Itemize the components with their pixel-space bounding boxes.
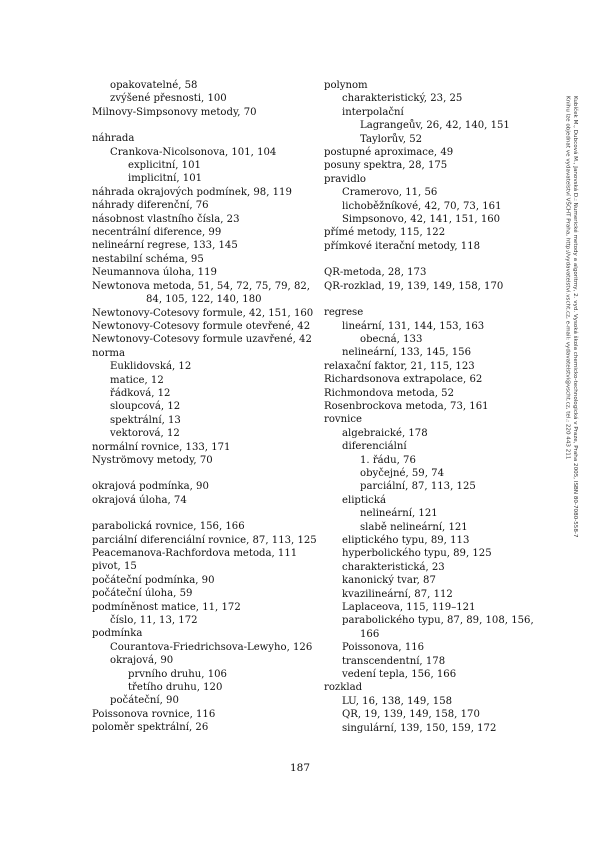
index-entry: polynom xyxy=(324,80,368,91)
index-subentry: Lagrangeův, 26, 42, 140, 151 xyxy=(360,120,510,132)
index-subentry: Courantova-Friedrichsova-Lewyho, 126 xyxy=(110,641,313,653)
side-note-ordering-info: Knihu lze objednat ve vydavatelství VŠCHT Praha, http://vydavatelstvi.vscht.cz, e-mail: vydavatelstvi@vscht.cz, tel.: 220 443 211 xyxy=(564,96,571,460)
index-subentry: parabolického typu, 87, 89, 108, 156, xyxy=(342,615,534,627)
index-subentry: transcendentní, 178 xyxy=(342,655,446,667)
index-subentry: Crankova-Nicolsonova, 101, 104 xyxy=(110,146,277,158)
index-subentry: 166 xyxy=(360,628,380,640)
index-subentry: nelineární, 121 xyxy=(360,508,438,520)
index-entry: posuny spektra, 28, 175 xyxy=(324,160,448,172)
index-subentry: sloupcová, 12 xyxy=(110,401,181,413)
index-subentry: eliptického typu, 89, 113 xyxy=(342,535,470,546)
index-subentry: Simpsonovo, 42, 141, 151, 160 xyxy=(342,214,501,226)
index-entry: násobnost vlastního čísla, 23 xyxy=(92,213,240,225)
index-entry: Newtonovy-Cotesovy formule uzavřené, 42 xyxy=(92,334,312,346)
letter-group-gap xyxy=(324,293,524,306)
index-subentry: okrajová, 90 xyxy=(110,655,174,667)
index-entry: náhrada okrajových podmínek, 98, 119 xyxy=(92,186,292,198)
index-subentry: Cramerovo, 11, 56 xyxy=(342,187,438,199)
index-column-right xyxy=(324,79,534,735)
index-entry: Richardsonova extrapolace, 62 xyxy=(324,374,483,386)
index-subentry: číslo, 11, 13, 172 xyxy=(110,615,198,627)
index-entry: Newtonovy-Cotesovy formule otevřené, 42 xyxy=(92,320,311,332)
index-entry: okrajová podmínka, 90 xyxy=(92,481,209,493)
index-entry: Nyströmovy metody, 70 xyxy=(92,454,213,466)
index-subentry: parciální, 87, 113, 125 xyxy=(360,481,476,493)
index-subentry: LU, 16, 138, 149, 158 xyxy=(342,695,453,707)
index-entry: podmínka xyxy=(92,628,143,640)
index-subentry: eliptická xyxy=(342,494,386,506)
index-subentry: prvního druhu, 106 xyxy=(128,668,227,680)
index-entry: Neumannova úloha, 119 xyxy=(92,267,217,279)
index-subentry: obecná, 133 xyxy=(360,333,423,345)
index-entry: Newtonova metoda, 51, 54, 72, 75, 79, 82, xyxy=(92,280,311,292)
index-subentry: obyčejné, 59, 74 xyxy=(360,467,444,479)
index-subentry: lichoběžníkové, 42, 70, 73, 161 xyxy=(342,200,502,212)
index-subentry: počáteční, 90 xyxy=(110,695,179,707)
index-entry: rovnice xyxy=(324,414,362,426)
index-entry: Richmondova metoda, 52 xyxy=(324,387,455,399)
index-entry: normální rovnice, 133, 171 xyxy=(92,441,231,453)
index-entry: náhrada xyxy=(92,133,135,145)
index-entry: přímkové iterační metody, 118 xyxy=(324,240,481,252)
index-subentry: Laplaceova, 115, 119–121 xyxy=(342,602,476,614)
letter-group-gap xyxy=(92,507,302,520)
index-subentry: QR, 19, 139, 149, 158, 170 xyxy=(342,709,480,721)
index-entry: Peacemanova-Rachfordova metoda, 111 xyxy=(92,548,298,559)
index-entry: Milnovy-Simpsonovy metody, 70 xyxy=(92,106,257,118)
index-entry: regrese xyxy=(324,307,364,319)
index-entry: okrajová úloha, 74 xyxy=(92,494,187,506)
index-subentry: spektrální, 13 xyxy=(110,414,181,426)
index-entry: parciální diferenciální rovnice, 87, 113, 125 xyxy=(92,534,317,546)
index-subentry: charakteristický, 23, 25 xyxy=(342,93,463,105)
index-subentry: explicitní, 101 xyxy=(128,160,201,172)
index-entry: Poissonova rovnice, 116 xyxy=(92,708,216,720)
index-entry: počáteční podmínka, 90 xyxy=(92,574,215,586)
letter-group-gap xyxy=(92,119,302,132)
index-entry: přímé metody, 115, 122 xyxy=(324,227,446,239)
index-subentry: algebraické, 178 xyxy=(342,427,428,439)
index-entry: postupné aproximace, 49 xyxy=(324,147,454,159)
index-subentry: matice, 12 xyxy=(110,374,164,386)
index-subentry: slabě nelineární, 121 xyxy=(360,521,468,533)
index-entry: Rosenbrockova metoda, 73, 161 xyxy=(324,400,489,412)
index-entry: podmíněnost matice, 11, 172 xyxy=(92,601,241,613)
index-entry: poloměr spektrální, 26 xyxy=(92,722,209,734)
index-subentry: třetího druhu, 120 xyxy=(128,682,223,694)
index-subentry: interpolační xyxy=(342,106,404,118)
index-subentry: Euklidovská, 12 xyxy=(110,361,192,373)
index-entry: počáteční úloha, 59 xyxy=(92,588,193,600)
index-subentry: diferenciální xyxy=(342,441,407,453)
index-subentry: řádková, 12 xyxy=(110,387,171,399)
index-entry: nestabilní schéma, 95 xyxy=(92,253,204,265)
index-subentry: singulární, 139, 150, 159, 172 xyxy=(342,722,497,734)
index-entry: QR-rozklad, 19, 139, 149, 158, 170 xyxy=(324,280,504,292)
index-entry: nelineární regrese, 133, 145 xyxy=(92,240,238,252)
index-subentry: hyperbolického typu, 89, 125 xyxy=(342,548,492,560)
index-subentry: lineární, 131, 144, 153, 163 xyxy=(342,320,485,332)
index-subentry: kanonický tvar, 87 xyxy=(342,575,436,587)
side-note-citation: Kubíček M., Dubcová M., Janovská D.: Numerické metody a algoritmy, 2. vyd. Vysoká škola chemicko-technologická v Praze, Praha 2005, ISBN 80-7080-558-7 xyxy=(572,96,578,538)
index-entry: pivot, 15 xyxy=(92,561,137,573)
index-entry: necentrální diference, 99 xyxy=(92,227,222,239)
index-entry: parabolická rovnice, 156, 166 xyxy=(92,521,245,533)
index-entry: pravidlo xyxy=(324,173,367,185)
index-entry: QR-metoda, 28, 173 xyxy=(324,267,427,279)
index-subentry: zvýšené přesnosti, 100 xyxy=(110,93,227,105)
index-entry: norma xyxy=(92,347,125,359)
index-subentry: opakovatelné, 58 xyxy=(110,80,198,91)
index-entry: rozklad xyxy=(324,682,363,694)
index-subentry: kvazilineární, 87, 112 xyxy=(342,588,453,600)
letter-group-gap xyxy=(324,253,524,266)
index-column-left xyxy=(92,79,317,735)
letter-group-gap xyxy=(92,467,302,480)
index-subentry: 1. řádu, 76 xyxy=(360,454,416,466)
page-number: 187 xyxy=(289,762,311,774)
index-subentry: implicitní, 101 xyxy=(128,173,203,185)
side-note xyxy=(560,96,578,676)
index-entry: relaxační faktor, 21, 115, 123 xyxy=(324,360,475,372)
index-subentry: vedení tepla, 156, 166 xyxy=(342,669,457,681)
index-subentry: nelineární, 133, 145, 156 xyxy=(342,347,472,359)
index-subentry: 84, 105, 122, 140, 180 xyxy=(146,294,262,306)
index-entry: náhrady diferenční, 76 xyxy=(92,200,209,212)
index-entry: Newtonovy-Cotesovy formule, 42, 151, 160 xyxy=(92,307,314,319)
index-subentry: Poissonova, 116 xyxy=(342,642,425,654)
index-subentry: vektorová, 12 xyxy=(110,428,180,440)
index-subentry: Taylorův, 52 xyxy=(360,133,423,145)
index-subentry: charakteristická, 23 xyxy=(342,561,445,573)
